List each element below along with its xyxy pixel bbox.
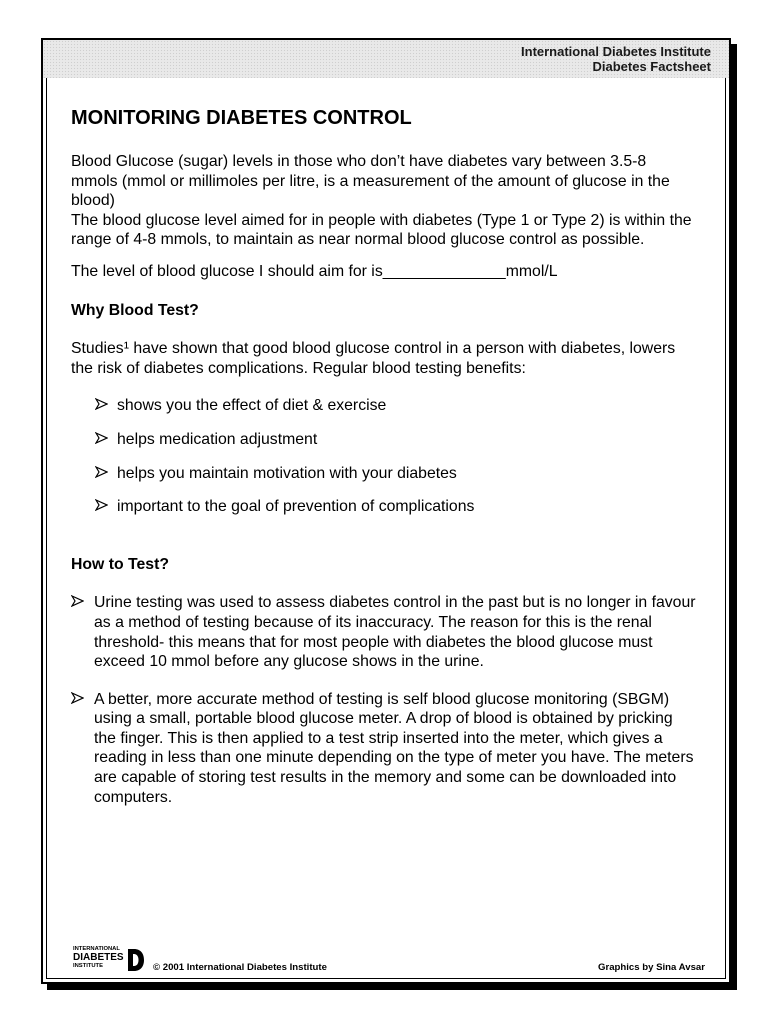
how-heading: How to Test? — [71, 555, 169, 573]
intro-paragraph-1: Blood Glucose (sugar) levels in those who don’t have diabetes vary between 3.5-8 mmols (mmol or millimoles per litre, is a measurement of the amount of glucose in the blood) — [71, 153, 670, 210]
list-item — [95, 464, 696, 484]
benefit-text: helps medication adjustment — [117, 430, 318, 448]
benefits-list — [71, 396, 696, 516]
why-paragraph: Studies¹ have shown that good blood glucose control in a person with diabetes, lowers the risk of diabetes complications. Regular blood testing benefits: — [71, 340, 676, 377]
how-item-text: Urine testing was used to assess diabetes control in the past but is no longer in favour as a method of testing because of its inaccuracy. The reason for this is the renal threshold- this means that for most people with diabetes the blood glucose must exceed 10 mmol before any glucose shows in the urine. — [94, 594, 696, 671]
page-title: MONITORING DIABETES CONTROL — [71, 107, 412, 129]
intro-paragraph-2: The blood glucose level aimed for in people with diabetes (Type 1 or Type 2) is within the range of 4-8 mmols, to maintain as near normal blood glucose control as possible. — [71, 211, 692, 249]
logo-d-mark — [127, 948, 145, 972]
arrowhead-icon — [71, 690, 94, 808]
list-item — [95, 497, 696, 517]
header-factsheet: Diabetes Factsheet — [592, 59, 711, 74]
graphics-credit: Graphics by Sina Avsar — [598, 962, 705, 973]
arrowhead-icon — [95, 464, 117, 484]
logo-wordmark — [73, 946, 125, 970]
footer — [73, 946, 705, 976]
how-item-text: A better, more accurate method of testing is self blood glucose monitoring (SBGM) using a small, portable blood glucose meter. A drop of blood is obtained by pricking the finger. This is then applied to a test strip inserted into the meter, which gives a reading in less than one minute depending on the type of meter you have. The meters are capable of storing test results in the memory and some can be downloaded into computers. — [94, 690, 694, 806]
arrowhead-icon — [95, 396, 117, 416]
arrowhead-icon — [95, 430, 117, 450]
arrowhead-icon — [71, 593, 94, 671]
logo-line-3: INSTITUTE — [73, 963, 103, 969]
copyright-notice: © 2001 International Diabetes Institute — [153, 962, 327, 973]
idi-logo-icon — [73, 946, 147, 974]
list-item — [95, 430, 696, 450]
logo-line-2: DIABETES — [73, 952, 124, 963]
header-band — [43, 40, 729, 78]
header-text — [521, 44, 711, 74]
list-item — [71, 593, 696, 671]
arrowhead-icon — [95, 497, 117, 517]
aim-line: The level of blood glucose I should aim for is______________mmol/L — [71, 262, 558, 280]
header-institute: International Diabetes Institute — [521, 44, 711, 59]
factsheet-page — [41, 38, 731, 984]
main-content — [71, 106, 696, 825]
benefit-text: shows you the effect of diet & exercise — [117, 397, 387, 415]
list-item — [71, 690, 696, 808]
list-item — [95, 396, 696, 416]
logo-line-1: INTERNATIONAL — [73, 946, 120, 952]
why-heading: Why Blood Test? — [71, 301, 199, 319]
benefit-text: helps you maintain motivation with your diabetes — [117, 464, 457, 482]
benefit-text: important to the goal of prevention of complications — [117, 498, 475, 516]
